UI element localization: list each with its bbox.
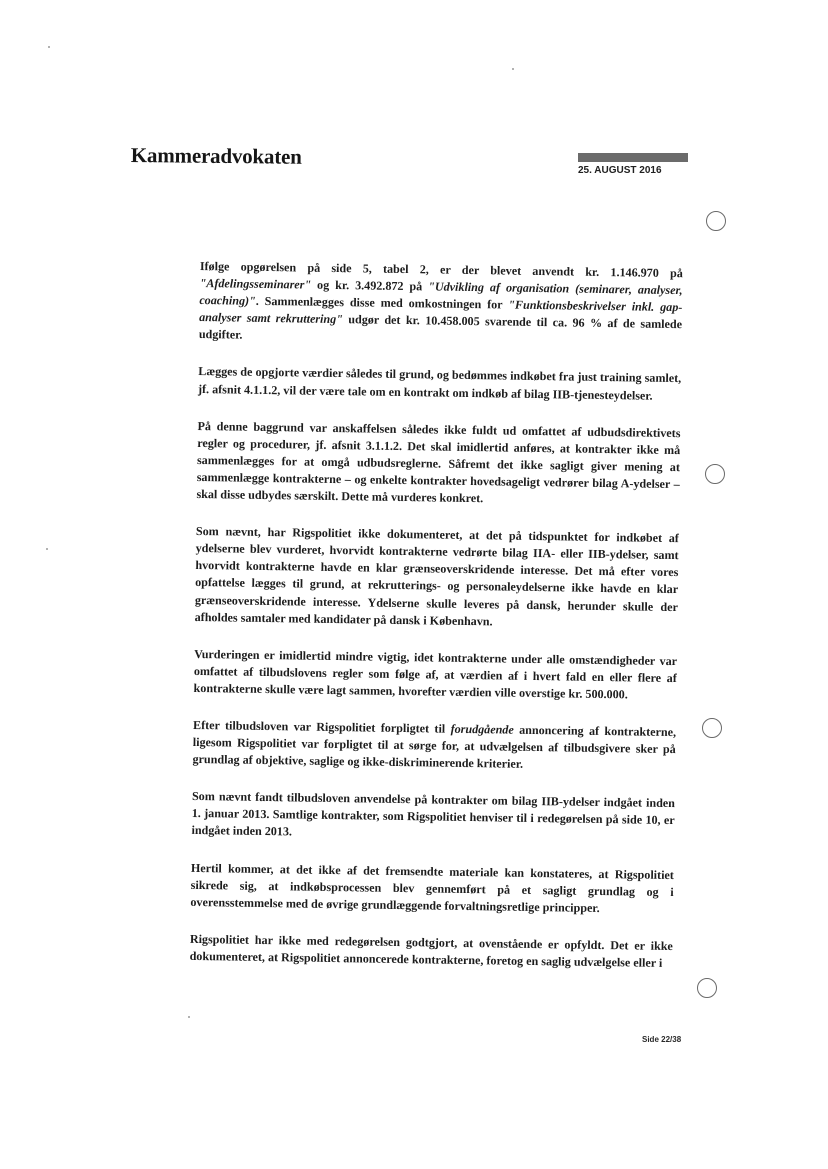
paragraph-text: Efter tilbudsloven var Rigspolitiet forpligtet til xyxy=(192,717,451,736)
paragraph-text: På denne baggrund var anskaffelsen således ikke fuldt ud omfattet af udbudsdirektivets regler og procedurer, jf. afsnit 3.1.1.2. Det skal imidlertid anføres, at kontrakter ikke må sammenlægges for at omgå udbudsreglerne. Såfremt det ikke sagligt giver mening at sammenlægge kontrakterne – og enkelte kontrakter hovedsageligt vedrører bilag A-ydelser – skal disse udbydes særskilt. Dette må vurderes konkret. xyxy=(196,418,681,506)
scan-speck xyxy=(46,548,48,550)
body-paragraph xyxy=(190,931,673,972)
paragraph-text: Som nævnt fandt tilbudsloven anvendelse på kontrakter om bilag IIB-ydelser indgået inden 1. januar 2013. Samtlige kontrakter, som Rigspolitiet henviser til i redegørelsen på side 10, er indgået inden 2013. xyxy=(191,789,676,839)
document-date: 25. AUGUST 2016 xyxy=(578,165,662,176)
page-number: Side 22/38 xyxy=(642,1035,682,1044)
paragraph-text: . Sammenlægges disse med omkostningen for xyxy=(255,294,509,312)
paragraph-text: udgør det kr. 10.458.005 svarende til ca. 96 % af de samlede udgifter. xyxy=(198,312,683,343)
punch-hole-icon xyxy=(706,211,726,231)
emphasized-text: "Afdelingsseminarer" xyxy=(199,276,312,292)
body-paragraph xyxy=(193,646,677,704)
scan-speck xyxy=(188,1016,190,1018)
paragraph-text: og kr. 3.492.872 på xyxy=(311,277,429,294)
paragraph-text: Vurderingen er imidlertid mindre vigtig, idet kontrakterne under alle omstændigheder var omfattet af tilbudslovens regler som følge af, at værdien af i hvert fald en eller flere af kontrakterne skulle være lagt sammen, hvorefter værdien ville overstige kr. 500.000. xyxy=(193,646,678,702)
punch-hole-icon xyxy=(705,464,725,484)
punch-hole-icon xyxy=(697,978,717,998)
header-rule xyxy=(578,153,688,162)
body-paragraph xyxy=(196,418,680,511)
body-paragraph xyxy=(192,717,676,775)
punch-hole-icon xyxy=(702,718,722,738)
body-text xyxy=(189,258,683,992)
paragraph-text: Som nævnt, har Rigspolitiet ikke dokumenteret, at det på tidspunktet for indkøbet af ydelserne blev vurderet, hvorvidt kontrakterne vedrørte bilag IIA- eller IIB-ydelser, samt hvorvidt kontrakterne havde en klar grænseoverskridende interesse. Det må efter vores opfattelse lægges til grund, at rekrutterings- og personaleydelserne ikke havde en klar grænseoverskridende interesse. Ydelserne skulle leveres på dansk, herunder skulle der afholdes samtaler med kandidater på dansk i København. xyxy=(194,524,679,628)
body-paragraph xyxy=(195,523,679,633)
body-paragraph xyxy=(199,258,683,351)
paragraph-text: annoncering af kontrakterne, ligesom Rigspolitiet var forpligtet til at sørge for, at udvælgelsen af tilbudsgivere sker på grundlag af objektive, saglige og ikke-diskriminerende kriterier. xyxy=(192,722,677,772)
paragraph-text: Lægges de opgjorte værdier således til grund, og bedømmes indkøbet fra just training samlet, jf. afsnit 4.1.1.2, vil der være tale om en kontrakt om indkøb af bilag IIB-tjenesteydelser. xyxy=(197,364,682,403)
paragraph-text: Ifølge opgørelsen på side 5, tabel 2, er der blevet anvendt kr. 1.146.970 på xyxy=(199,258,683,281)
scan-speck xyxy=(512,68,514,70)
paragraph-text: Hertil kommer, at det ikke af det fremsendte materiale kan konstateres, at Rigspolitiet sikrede sig, at indkøbsprocessen blev gennemført på et sagligt grundlag og i overensstemmelse med de øvrige grundlæggende forvaltningsretlige principper. xyxy=(190,860,675,915)
kammeradvokaten-logo: Kammeradvokaten xyxy=(130,143,302,169)
emphasized-text: "Funktionsbeskrivelser inkl. gap-analyser samt rekruttering" xyxy=(199,297,683,327)
body-paragraph xyxy=(191,788,675,846)
body-paragraph xyxy=(198,363,681,404)
emphasized-text: "Udvikling af organisation (seminarer, analyser, coaching)" xyxy=(199,279,683,309)
emphasized-text: forudgående xyxy=(450,721,514,737)
paragraph-text: Rigspolitiet har ikke med redegørelsen godtgjort, at ovenstående er opfyldt. Det er ikke dokumenteret, at Rigspolitiet annoncerede kontrakterne, foretog en saglig udvælgelse eller i xyxy=(189,931,673,970)
scan-speck xyxy=(48,46,50,48)
body-paragraph xyxy=(190,859,674,917)
